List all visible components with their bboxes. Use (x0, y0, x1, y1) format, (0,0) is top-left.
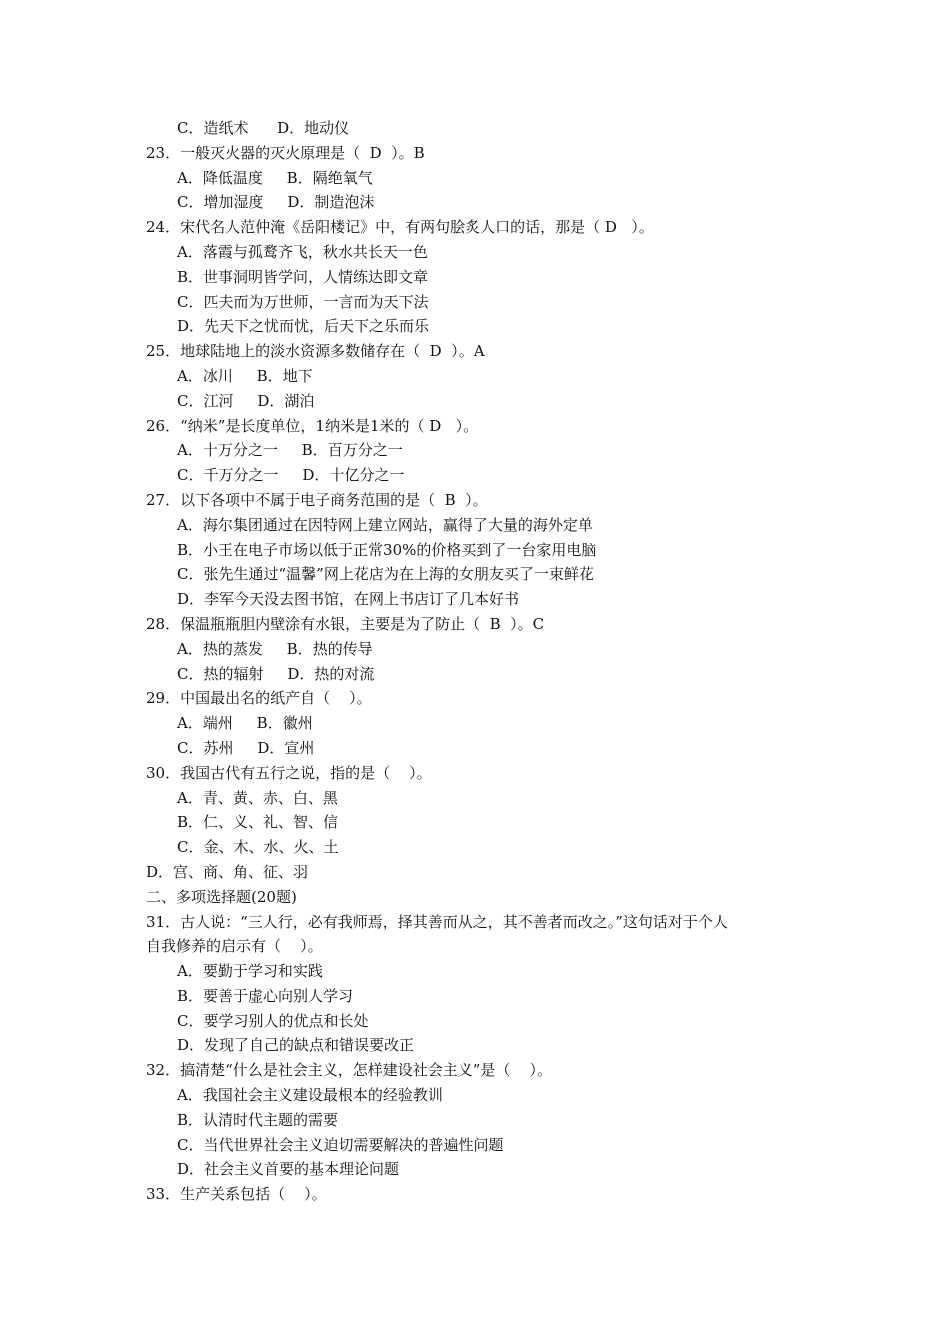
answer-option-line: A．降低温度 B．隔绝氧气 (177, 168, 373, 187)
answer-option-line: A．青、黄、赤、白、黑 (177, 788, 338, 807)
answer-option-line: A．要勤于学习和实践 (177, 962, 323, 981)
question-line: 24．宋代名人范仲淹《岳阳楼记》中，有两句脍炙人口的话，那是（ D ）。 (146, 218, 654, 237)
answer-option-line: C．金、木、水、火、土 (177, 838, 339, 857)
answer-option-line: A．热的蒸发 B．热的传导 (177, 639, 373, 658)
document-body (146, 116, 826, 1207)
answer-option-line: D．先天下之忧而忧，后天下之乐而乐 (177, 317, 430, 336)
answer-option-line: C．热的辐射 D．热的对流 (177, 664, 375, 683)
question-line: D．宫、商、角、征、羽 (146, 862, 309, 881)
question-line: 23．一般灭火器的灭火原理是（ D ）。B (146, 143, 425, 162)
answer-option-line: A．十万分之一 B．百万分之一 (177, 441, 403, 460)
question-line: 28．保温瓶瓶胆内壁涂有水银，主要是为了防止（ B ）。C (146, 614, 545, 633)
answer-option-line: C．江河 D．湖泊 (177, 391, 315, 410)
question-line: 自我修养的启示有（ ）。 (146, 937, 323, 956)
question-line: 33．生产关系包括（ ）。 (146, 1185, 327, 1204)
answer-option-line: C．增加湿度 D．制造泡沫 (177, 193, 375, 212)
answer-option-line: A．我国社会主义建设最根本的经验教训 (177, 1086, 443, 1105)
answer-option-line: A．冰川 B．地下 (177, 366, 313, 385)
question-line: 26．“纳米”是长度单位，1纳米是1米的（ D ）。 (146, 416, 479, 435)
answer-option-line: D．发现了自己的缺点和错误要改正 (177, 1036, 415, 1055)
question-line: 29．中国最出名的纸产自（ ）。 (146, 689, 372, 708)
answer-option-line: B．世事洞明皆学问，人情练达即文章 (177, 267, 429, 286)
question-line: 二、多项选择题(20题) (146, 887, 297, 906)
answer-option-line: C．造纸术 D．地动仪 (177, 119, 350, 137)
answer-option-line: B．仁、义、礼、智、信 (177, 813, 339, 832)
question-line: 31．古人说：“三人行，必有我师焉，择其善而从之，其不善者而改之。”这句话对于个人 (146, 912, 728, 931)
question-line: 32．搞清楚“什么是社会主义，怎样建设社会主义”是（ ）。 (146, 1061, 552, 1080)
answer-option-line: C．匹夫而为万世师，一言而为天下法 (177, 292, 429, 311)
answer-option-line: D．李军今天没去图书馆，在网上书店订了几本好书 (177, 590, 520, 609)
answer-option-line: A．海尔集团通过在因特网上建立网站，赢得了大量的海外定单 (177, 515, 593, 534)
answer-option-line: C．千万分之一 D．十亿分之一 (177, 466, 405, 485)
answer-option-line: A．端州 B．徽州 (177, 714, 313, 733)
answer-option-line: B．小王在电子市场以低于正常30%的价格买到了一台家用电脑 (177, 540, 597, 559)
answer-option-line: D．社会主义首要的基本理论问题 (177, 1160, 400, 1179)
answer-option-line: C．要学习别人的优点和长处 (177, 1011, 369, 1030)
answer-option-line: C．张先生通过“温馨”网上花店为在上海的女朋友买了一束鲜花 (177, 565, 594, 584)
answer-option-line: B．认清时代主题的需要 (177, 1110, 339, 1129)
answer-option-line: C．苏州 D．宣州 (177, 738, 315, 757)
answer-option-line: C．当代世界社会主义迫切需要解决的普遍性问题 (177, 1135, 504, 1154)
answer-option-line: B．要善于虚心向别人学习 (177, 986, 354, 1005)
answer-option-line: A．落霞与孤鹜齐飞，秋水共长天一色 (177, 242, 428, 261)
question-line: 30．我国古代有五行之说，指的是（ ）。 (146, 763, 432, 782)
question-line: 25．地球陆地上的淡水资源多数储存在（ D ）。A (146, 342, 485, 361)
question-line: 27．以下各项中不属于电子商务范围的是（ B ）。 (146, 490, 488, 509)
